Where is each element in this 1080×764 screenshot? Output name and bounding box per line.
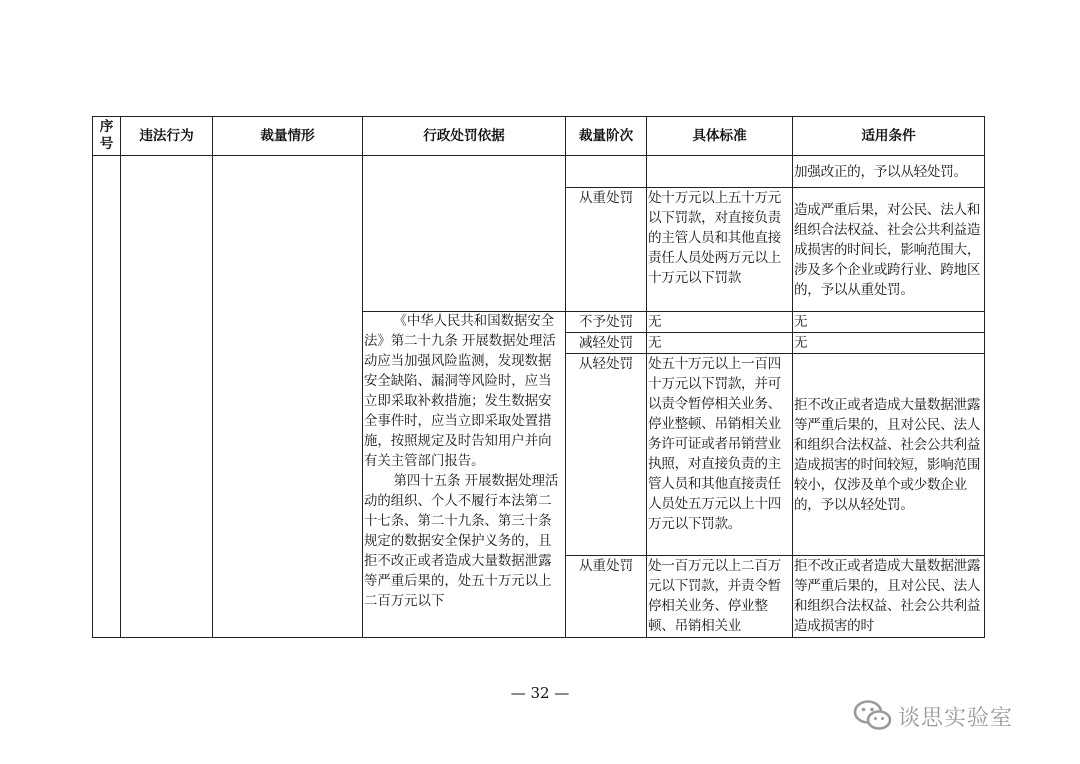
header-seq: 序号 — [93, 117, 121, 156]
violation-cell — [121, 156, 213, 638]
standard-cell — [647, 156, 793, 188]
header-basis: 行政处罚依据 — [363, 117, 566, 156]
circumstance-cell — [213, 156, 363, 638]
wechat-icon — [852, 698, 894, 734]
condition-cell: 加强改正的，予以从轻处罚。 — [793, 156, 985, 188]
watermark-name: 谈思实验室 — [898, 705, 1014, 731]
standard-cell: 处十万元以上五十万元以下罚款，对直接负责的主管人员和其他直接责任人员处两万元以上十万元以下罚款 — [647, 188, 793, 312]
standard-cell: 处一百万元以上二百万元以下罚款，并责令暂停相关业务、停业整顿、吊销相关业 — [647, 556, 793, 638]
tier-cell: 从轻处罚 — [566, 354, 647, 556]
standard-cell: 处五十万元以上一百四十万元以下罚款，并可以责令暂停相关业务、停业整顿、吊销相关业务许可证或者吊销营业执照，对直接负责的主管人员和其他直接责任人员处五万元以上十四万元以下罚款。 — [647, 354, 793, 556]
basis-cell-empty — [363, 156, 566, 312]
header-tier: 裁量阶次 — [566, 117, 647, 156]
condition-cell: 无 — [793, 333, 985, 354]
condition-cell: 拒不改正或者造成大量数据泄露等严重后果的，且对公民、法人和组织合法权益、社会公共利益造成损害的时 — [793, 556, 985, 638]
header-condition: 适用条件 — [793, 117, 985, 156]
standard-cell: 无 — [647, 312, 793, 333]
page-number: — 32 — — [510, 684, 570, 702]
basis-paragraph-1: 《中华人民共和国数据安全法》第二十九条 开展数据处理活动应当加强风险监测，发现数据安全缺陷、漏洞等风险时，应当立即采取补救措施；发生数据安全事件时，应当立即采取处置措施，按照规定及时告知用户并向有关主管部门报告。 — [364, 314, 556, 469]
tier-cell — [566, 156, 647, 188]
tier-cell: 不予处罚 — [566, 312, 647, 333]
seq-cell — [93, 156, 121, 638]
condition-cell: 拒不改正或者造成大量数据泄露等严重后果的，且对公民、法人和组织合法权益、社会公共利益造成损害的时间较短，影响范围较小，仅涉及单个或少数企业的，予以从轻处罚。 — [793, 354, 985, 556]
header-circumstance: 裁量情形 — [213, 117, 363, 156]
condition-cell: 无 — [793, 312, 985, 333]
header-violation: 违法行为 — [121, 117, 213, 156]
basis-paragraph-2: 第四十五条 开展数据处理活动的组织、个人不履行本法第二十七条、第二十九条、第三十条规定的数据安全保护义务的，且拒不改正或者造成大量数据泄露等严重后果的，处五十万元以上二百万元以下 — [364, 474, 559, 609]
basis-cell — [363, 312, 566, 638]
penalty-table — [92, 116, 985, 638]
table-row — [93, 156, 985, 188]
tier-cell: 从重处罚 — [566, 188, 647, 312]
tier-cell: 从重处罚 — [566, 556, 647, 638]
standard-cell: 无 — [647, 333, 793, 354]
condition-cell: 造成严重后果，对公民、法人和组织合法权益、社会公共利益造成损害的时间长，影响范围大，涉及多个企业或跨行业、跨地区的，予以从重处罚。 — [793, 188, 985, 312]
watermark — [852, 698, 1013, 734]
tier-cell: 减轻处罚 — [566, 333, 647, 354]
header-standard: 具体标准 — [647, 117, 793, 156]
table-header-row — [93, 117, 985, 156]
